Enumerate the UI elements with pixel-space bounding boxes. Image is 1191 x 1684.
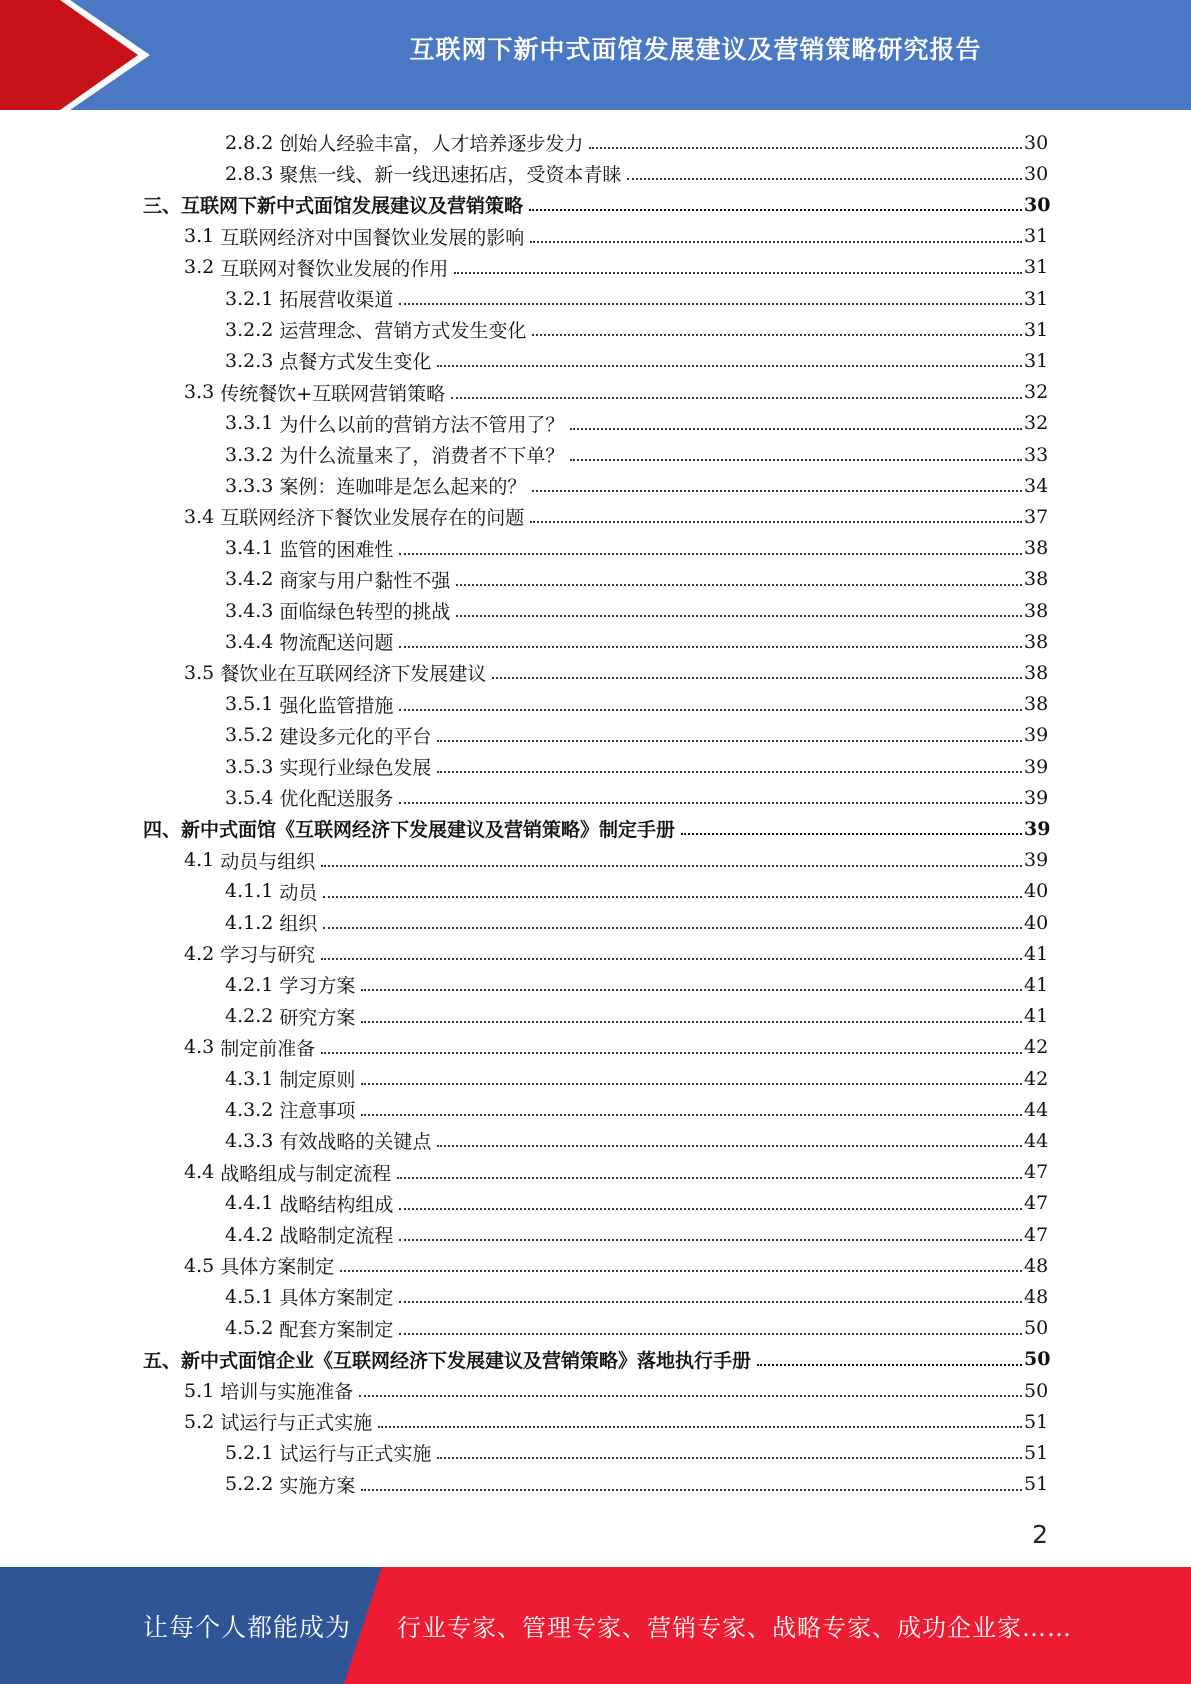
toc-entry[interactable] [143, 813, 1051, 844]
toc-entry-number: 3.5.2 [225, 724, 274, 747]
toc-entry-page: 32 [1024, 412, 1049, 435]
toc-entry[interactable] [184, 501, 1048, 532]
toc-dot-leader [456, 614, 1022, 617]
toc-entry-number: 3.5.3 [225, 755, 274, 778]
toc-entry[interactable] [184, 938, 1048, 969]
toc-entry-page: 38 [1024, 568, 1049, 591]
toc-entry-number: 3.5.4 [225, 786, 274, 809]
toc-dot-leader [532, 489, 1022, 492]
toc-entry-title: 战略制定流程 [279, 1225, 394, 1247]
toc-dot-leader [399, 1332, 1022, 1335]
toc-dot-leader [361, 1020, 1022, 1023]
toc-entry-page: 50 [1024, 1379, 1049, 1402]
toc-entry[interactable] [225, 345, 1048, 376]
toc-entry[interactable] [143, 1344, 1051, 1375]
toc-dot-leader [340, 1269, 1022, 1272]
page-number: 2 [1032, 1520, 1048, 1549]
toc-dot-leader [437, 1144, 1022, 1147]
toc-entry-page: 30 [1024, 131, 1049, 154]
toc-entry[interactable] [184, 1032, 1048, 1063]
toc-entry-page: 31 [1024, 318, 1049, 341]
toc-entry-number: 3.5.1 [225, 693, 274, 716]
toc-dot-leader [437, 364, 1022, 367]
page-header [0, 0, 1191, 110]
toc-entry-number: 3.4.3 [225, 599, 274, 622]
toc-entry-title: 培训与实施准备 [220, 1381, 354, 1403]
toc-entry-title: 组织 [279, 913, 318, 935]
toc-entry[interactable] [225, 782, 1048, 813]
toc-entry-title: 运营理念、营销方式发生变化 [279, 320, 527, 343]
toc-entry-number: 3.4 [184, 505, 215, 528]
toc-entry-page: 39 [1024, 755, 1049, 778]
toc-dot-leader [399, 645, 1022, 648]
toc-entry[interactable] [225, 283, 1048, 314]
toc-entry-title: 注意事项 [279, 1100, 356, 1123]
toc-entry-number: 4.4 [184, 1161, 215, 1184]
toc-entry-page: 41 [1024, 942, 1049, 965]
toc-entry-number: 3.3 [184, 381, 215, 404]
toc-entry-title: 为什么流量来了，消费者不下单？ [279, 445, 565, 467]
toc-entry-title: 优化配送服务 [279, 788, 394, 811]
toc-dot-leader [321, 1051, 1022, 1054]
toc-entry-page: 51 [1024, 1473, 1049, 1496]
toc-entry[interactable] [225, 1063, 1048, 1094]
toc-entry-number: 5.2.1 [225, 1441, 274, 1464]
toc-entry[interactable] [225, 1125, 1048, 1156]
toc-entry-number: 4.4.2 [225, 1223, 274, 1246]
toc-entry-number: 4.3 [184, 1036, 215, 1059]
toc-entry-number: 4.5.2 [225, 1317, 274, 1340]
toc-dot-leader [589, 146, 1022, 149]
toc-entry-page: 31 [1024, 256, 1049, 279]
toc-entry[interactable] [184, 1250, 1048, 1281]
toc-entry-number: 3.4.4 [225, 630, 274, 653]
toc-entry-number: 3.5 [184, 661, 215, 684]
toc-entry-title: 案例：连咖啡是怎么起来的？ [279, 476, 527, 499]
toc-entry-title: 餐饮业在互联网经济下发展建议 [220, 663, 487, 686]
toc-entry[interactable] [225, 1219, 1048, 1250]
toc-dot-leader [529, 208, 1022, 211]
toc-entry-number: 3.4.1 [225, 537, 274, 560]
toc-entry-number: 5.2 [184, 1410, 215, 1433]
toc-dot-leader [456, 583, 1022, 586]
toc-entry-number: 3.2.3 [225, 349, 274, 372]
toc-entry-page: 44 [1024, 1098, 1049, 1121]
toc-entry-page: 47 [1024, 1223, 1049, 1246]
toc-entry-title: 动员与组织 [220, 850, 316, 873]
toc-entry-page: 31 [1024, 225, 1049, 248]
toc-entry-page: 40 [1024, 911, 1049, 934]
toc-dot-leader [321, 957, 1022, 960]
toc-entry[interactable] [143, 189, 1051, 220]
toc-entry-page: 37 [1024, 505, 1049, 528]
toc-entry-number: 4.1 [184, 849, 215, 872]
toc-entry-number: 4.5.1 [225, 1285, 274, 1308]
toc-dot-leader [627, 177, 1022, 180]
page-footer [0, 1567, 1191, 1684]
toc-entry[interactable] [225, 1469, 1048, 1500]
toc-entry[interactable] [184, 1406, 1048, 1437]
toc-entry-page: 32 [1024, 381, 1049, 404]
toc-entry-number: 5.2.2 [225, 1473, 274, 1496]
toc-dot-leader [399, 1300, 1022, 1303]
toc-entry-title: 具体方案制定 [279, 1287, 394, 1310]
toc-entry[interactable] [225, 689, 1048, 720]
toc-entry-number: 4.3.2 [225, 1098, 274, 1121]
toc-dot-leader [397, 1176, 1022, 1179]
toc-entry[interactable] [225, 969, 1048, 1000]
toc-entry-page: 41 [1024, 973, 1049, 996]
toc-entry-title: 制定前准备 [220, 1037, 316, 1060]
toc-entry-number: 3.3.3 [225, 474, 274, 497]
toc-entry-page: 38 [1024, 693, 1049, 716]
toc-entry[interactable] [225, 533, 1048, 564]
toc-entry-title: 互联网经济对中国餐饮业发展的影响 [220, 226, 525, 249]
toc-entry-title: 建设多元化的平台 [279, 725, 432, 748]
toc-entry-title: 实施方案 [279, 1474, 356, 1497]
toc-entry[interactable] [225, 1001, 1048, 1032]
toc-entry-title: 战略组成与制定流程 [220, 1162, 392, 1185]
toc-entry[interactable] [184, 221, 1048, 252]
toc-entry[interactable] [184, 377, 1048, 408]
toc-entry-number: 3.2.1 [225, 287, 274, 310]
toc-entry-title: 传统餐饮+互联网营销策略 [220, 382, 446, 405]
toc-entry[interactable] [225, 751, 1048, 782]
toc-entry-number: 3.3.2 [225, 443, 274, 466]
toc-entry-page: 38 [1024, 537, 1049, 560]
toc-entry[interactable] [184, 1375, 1048, 1406]
toc-entry-page: 50 [1024, 1317, 1049, 1340]
toc-entry-title: 动员 [279, 881, 318, 904]
toc-entry-page: 47 [1024, 1192, 1049, 1215]
toc-entry-page: 31 [1024, 349, 1049, 372]
toc-entry-title: 具体方案制定 [220, 1256, 335, 1279]
toc-dot-leader [681, 832, 1022, 835]
toc-entry-number: 3.1 [184, 225, 215, 248]
toc-entry-title: 监管的困难性 [279, 538, 394, 561]
toc-entry-page: 40 [1024, 880, 1049, 903]
toc-dot-leader [399, 1207, 1022, 1210]
toc-entry-page: 33 [1024, 443, 1049, 466]
toc-entry[interactable] [225, 1313, 1048, 1344]
toc-entry[interactable] [225, 1437, 1048, 1468]
toc-entry[interactable] [184, 1157, 1048, 1188]
toc-dot-leader [399, 708, 1022, 711]
toc-entry-title: 配套方案制定 [279, 1318, 394, 1341]
toc-dot-leader [757, 1363, 1022, 1366]
toc-entry-number: 4.1.2 [225, 911, 274, 934]
toc-dot-leader [532, 333, 1022, 336]
toc-dot-leader [437, 1456, 1022, 1459]
toc-dot-leader [530, 240, 1022, 243]
toc-entry[interactable] [184, 252, 1048, 283]
toc-entry[interactable] [225, 595, 1048, 626]
toc-dot-leader [399, 302, 1022, 305]
toc-entry-page: 51 [1024, 1441, 1049, 1464]
toc-entry-title: 实现行业绿色发展 [279, 757, 432, 779]
toc-dot-leader [437, 770, 1022, 773]
toc-entry-title: 三、互联网下新中式面馆发展建议及营销策略 [143, 195, 524, 218]
toc-entry[interactable] [225, 720, 1048, 751]
toc-entry-title: 物流配送问题 [279, 632, 394, 655]
toc-entry-page: 38 [1024, 599, 1049, 622]
toc-entry-title: 点餐方式发生变化 [279, 351, 432, 374]
toc-entry-title: 互联网经济下餐饮业发展存在的问题 [220, 507, 525, 530]
toc-entry-title: 为什么以前的营销方法不管用了？ [279, 413, 565, 436]
toc-entry-page: 50 [1024, 1348, 1051, 1371]
toc-entry-page: 47 [1024, 1161, 1049, 1184]
toc-entry-number: 4.3.1 [225, 1067, 274, 1090]
toc-entry-page: 41 [1024, 1005, 1049, 1028]
toc-entry-page: 38 [1024, 630, 1049, 653]
toc-dot-leader [321, 864, 1022, 867]
toc-entry-number: 4.1.1 [225, 880, 274, 903]
toc-entry-title: 学习方案 [279, 975, 356, 998]
toc-entry-title: 有效战略的关键点 [279, 1131, 432, 1154]
toc-entry[interactable] [225, 127, 1048, 158]
toc-entry-title: 聚焦一线、新一线迅速拓店，受资本青睐 [279, 164, 622, 187]
toc-dot-leader [361, 1488, 1022, 1491]
toc-entry-number: 3.2.2 [225, 318, 274, 341]
toc-entry[interactable] [225, 564, 1048, 595]
toc-entry[interactable] [225, 158, 1048, 189]
toc-entry[interactable] [184, 845, 1048, 876]
footer-slogan-left: 让每个人都能成为 [143, 1612, 352, 1642]
toc-entry-title: 互联网对餐饮业发展的作用 [220, 257, 449, 280]
toc-entry-title: 试运行与正式实施 [279, 1443, 432, 1466]
toc-entry[interactable] [184, 657, 1048, 688]
toc-dot-leader [399, 552, 1022, 555]
toc-entry-page: 39 [1024, 817, 1051, 840]
toc-dot-leader [454, 271, 1022, 274]
toc-entry-page: 39 [1024, 786, 1049, 809]
toc-entry[interactable] [225, 1188, 1048, 1219]
toc-entry[interactable] [225, 1094, 1048, 1125]
toc-entry-number: 4.2 [184, 942, 215, 965]
toc-entry-title: 拓展营收渠道 [279, 289, 394, 311]
toc-entry-title: 强化监管措施 [279, 694, 394, 717]
toc-dot-leader [323, 926, 1022, 929]
toc-entry-page: 38 [1024, 661, 1049, 684]
toc-dot-leader [361, 988, 1022, 991]
toc-entry-number: 3.3.1 [225, 412, 274, 435]
toc-dot-leader [359, 1394, 1022, 1397]
toc-entry-page: 30 [1024, 162, 1049, 185]
toc-entry-page: 42 [1024, 1036, 1049, 1059]
toc-entry-number: 3.4.2 [225, 568, 274, 591]
toc-entry-title: 研究方案 [279, 1006, 356, 1029]
toc-entry-page: 44 [1024, 1129, 1049, 1152]
toc-entry-page: 48 [1024, 1254, 1049, 1277]
toc-entry[interactable] [225, 626, 1048, 657]
toc-entry[interactable] [225, 408, 1048, 439]
toc-dot-leader [361, 1113, 1022, 1116]
toc-dot-leader [451, 396, 1022, 399]
toc-entry-title: 试运行与正式实施 [220, 1412, 373, 1435]
toc-entry-title: 制定原则 [279, 1069, 356, 1091]
toc-dot-leader [492, 676, 1022, 679]
toc-dot-leader [323, 895, 1022, 898]
toc-entry-number: 5.1 [184, 1379, 215, 1402]
toc-entry[interactable] [225, 876, 1048, 907]
document-title: 互联网下新中式面馆发展建议及营销策略研究报告 [409, 35, 982, 64]
toc-entry-title: 面临绿色转型的挑战 [279, 601, 451, 623]
toc-entry[interactable] [225, 314, 1048, 345]
toc-entry-page: 31 [1024, 287, 1049, 310]
toc-dot-leader [361, 1082, 1022, 1085]
toc-entry[interactable] [225, 907, 1048, 938]
toc-entry-number: 4.4.1 [225, 1192, 274, 1215]
toc-entry-number: 4.5 [184, 1254, 215, 1277]
toc-dot-leader [399, 1238, 1022, 1241]
toc-entry-page: 34 [1024, 474, 1049, 497]
header-arrow-icon [0, 0, 160, 110]
toc-entry-page: 42 [1024, 1067, 1049, 1090]
toc-entry-page: 51 [1024, 1410, 1049, 1433]
toc-dot-leader [570, 427, 1022, 430]
toc-entry-page: 30 [1024, 193, 1051, 216]
toc-entry-number: 4.3.3 [225, 1129, 274, 1152]
toc-entry-number: 4.2.2 [225, 1005, 274, 1028]
toc-entry-title: 学习与研究 [220, 944, 316, 967]
toc-dot-leader [570, 458, 1022, 461]
toc-entry-number: 2.8.2 [225, 131, 274, 154]
toc-dot-leader [437, 739, 1022, 742]
toc-dot-leader [399, 801, 1022, 804]
toc-entry[interactable] [225, 1281, 1048, 1312]
toc-entry-title: 创始人经验丰富，人才培养逐步发力 [279, 133, 584, 155]
toc-entry-number: 4.2.1 [225, 973, 274, 996]
toc-entry-page: 39 [1024, 724, 1049, 747]
toc-entry[interactable] [225, 439, 1048, 470]
toc-entry-page: 48 [1024, 1285, 1049, 1308]
toc-entry-number: 2.8.3 [225, 162, 274, 185]
toc-entry-title: 五、新中式面馆企业《互联网经济下发展建议及营销策略》落地执行手册 [143, 1349, 752, 1372]
toc-entry-title: 战略结构组成 [279, 1193, 394, 1216]
toc-entry-title: 四、新中式面馆《互联网经济下发展建议及营销策略》制定手册 [143, 819, 676, 842]
toc-entry[interactable] [225, 470, 1048, 501]
toc-dot-leader [530, 520, 1022, 523]
footer-slogan-right: 行业专家、管理专家、营销专家、战略专家、成功企业家…… [397, 1614, 1072, 1642]
toc-entry-title: 商家与用户黏性不强 [279, 569, 451, 592]
toc-entry-number: 3.2 [184, 256, 215, 279]
toc-dot-leader [378, 1425, 1022, 1428]
toc-entry-page: 39 [1024, 849, 1049, 872]
